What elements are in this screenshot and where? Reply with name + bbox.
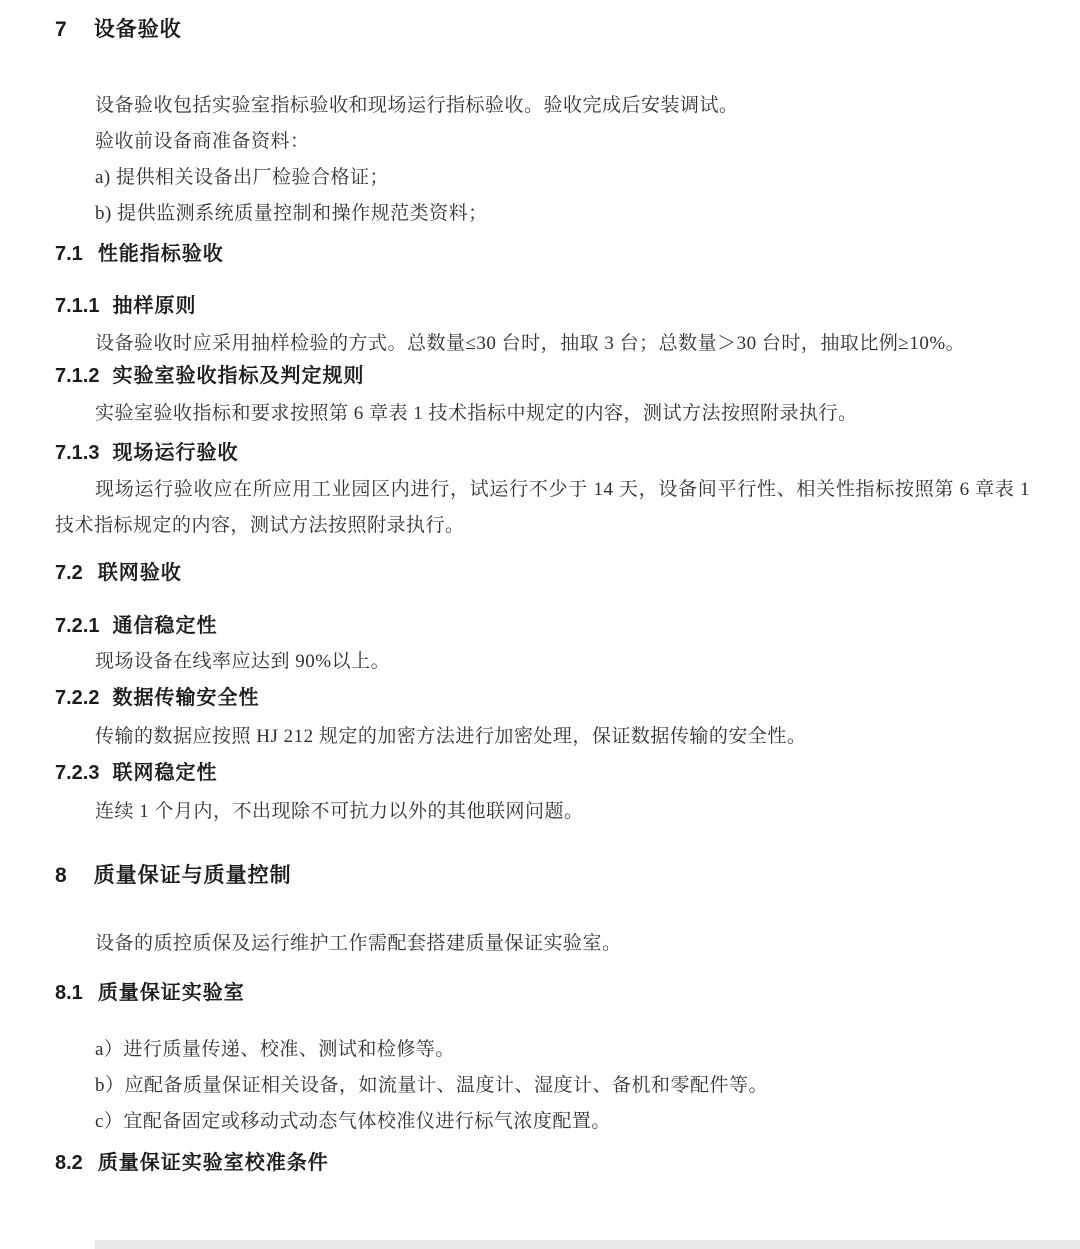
- heading-7-2-1-number: 7.2.1: [55, 615, 100, 637]
- heading-8-2: [55, 1149, 1030, 1177]
- heading-7-2-1-title: 通信稳定性: [112, 615, 218, 637]
- heading-7-2-2-number: 7.2.2: [55, 687, 100, 709]
- heading-7-2-2-title: 数据传输安全性: [112, 687, 260, 709]
- heading-8-1-number: 8.1: [55, 982, 83, 1004]
- heading-7-2-title: 联网验收: [97, 562, 182, 584]
- next-table-header-strip: [95, 1240, 1080, 1249]
- paragraph-7-1-1: 设备验收时应采用抽样检验的方式。总数量≤30 台时，抽取 3 台；总数量＞30 台时，抽取比例≥10%。: [95, 333, 966, 354]
- heading-7-1-title: 性能指标验收: [97, 243, 224, 265]
- heading-7-2-number: 7.2: [55, 562, 83, 584]
- heading-7-2-3-title: 联网稳定性: [112, 762, 218, 784]
- heading-7-1-3: [55, 439, 1030, 467]
- list-item-8-1-a: a）进行质量传递、校准、测试和检修等。: [95, 1039, 455, 1060]
- paragraph-7-intro-2: 验收前设备商准备资料：: [95, 131, 310, 152]
- heading-7-2-3-number: 7.2.3: [55, 762, 100, 784]
- paragraph-8: 设备的质控质保及运行维护工作需配套搭建质量保证实验室。: [95, 933, 622, 954]
- heading-7-1-2-number: 7.1.2: [55, 365, 100, 387]
- heading-7-1-2: [55, 362, 1030, 390]
- paragraph-7-1-2: 实验室验收指标和要求按照第 6 章表 1 技术指标中规定的内容，测试方法按照附录执行。: [95, 403, 858, 424]
- heading-7-1-1: [55, 292, 1030, 320]
- heading-7-1: [55, 240, 1030, 268]
- list-item-7-a: a) 提供相关设备出厂检验合格证；: [95, 167, 390, 188]
- heading-7-1-number: 7.1: [55, 243, 83, 265]
- heading-7-2-3: [55, 759, 1030, 787]
- heading-8-1-title: 质量保证实验室: [97, 982, 245, 1004]
- list-item-8-1-b: b）应配备质量保证相关设备，如流量计、温度计、湿度计、备机和零配件等。: [95, 1075, 769, 1096]
- list-item-8-1-c: c）宜配备固定或移动式动态气体校准仪进行标气浓度配置。: [95, 1111, 611, 1132]
- heading-7-2: [55, 559, 1030, 587]
- heading-8-2-number: 8.2: [55, 1152, 83, 1174]
- heading-7-1-1-title: 抽样原则: [112, 295, 197, 317]
- paragraph-7-2-3: 连续 1 个月内，不出现除不可抗力以外的其他联网问题。: [95, 801, 584, 822]
- heading-7: [55, 16, 1030, 44]
- heading-7-1-1-number: 7.1.1: [55, 295, 100, 317]
- paragraph-7-intro-1: 设备验收包括实验室指标验收和现场运行指标验收。验收完成后安装调试。: [95, 95, 739, 116]
- heading-7-1-3-title: 现场运行验收: [112, 442, 239, 464]
- heading-7-2-1: [55, 612, 1030, 640]
- heading-7-number: 7: [55, 18, 67, 41]
- heading-7-title: 设备验收: [93, 18, 182, 41]
- paragraph-7-2-1: 现场设备在线率应达到 90%以上。: [95, 651, 391, 672]
- heading-8-1: [55, 979, 1030, 1007]
- paragraph-7-1-3: 现场运行验收应在所应用工业园区内进行，试运行不少于 14 天，设备间平行性、相关性指标按照第 6 章表 1 技术指标规定的内容，测试方法按照附录执行。: [55, 479, 1030, 536]
- list-item-7-b: b) 提供监测系统质量控制和操作规范类资料；: [95, 203, 488, 224]
- heading-8-title: 质量保证与质量控制: [93, 864, 292, 887]
- heading-8-2-title: 质量保证实验室校准条件: [97, 1152, 329, 1174]
- paragraph-7-2-2: 传输的数据应按照 HJ 212 规定的加密方法进行加密处理，保证数据传输的安全性。: [95, 726, 807, 747]
- heading-7-2-2: [55, 684, 1030, 712]
- heading-8-number: 8: [55, 864, 67, 887]
- heading-7-1-2-title: 实验室验收指标及判定规则: [112, 365, 365, 387]
- heading-8: [55, 862, 1030, 890]
- heading-7-1-3-number: 7.1.3: [55, 442, 100, 464]
